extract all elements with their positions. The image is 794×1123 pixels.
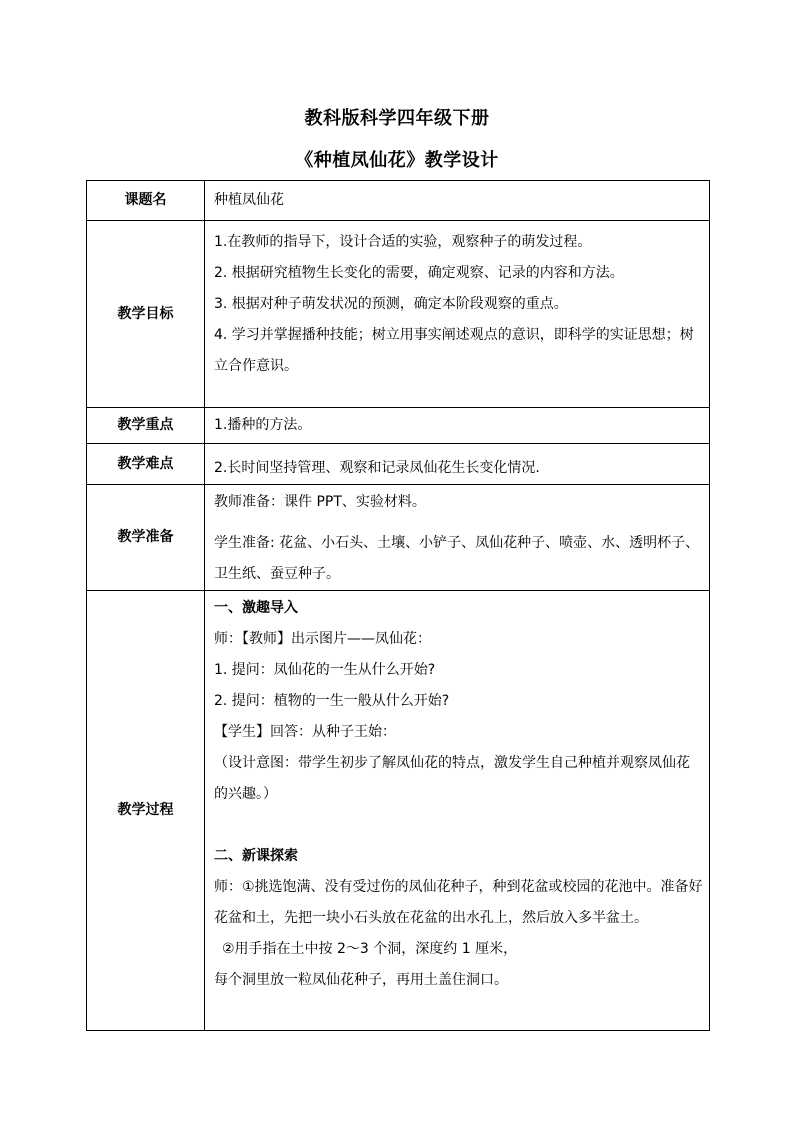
row-preparation	[87, 485, 710, 591]
value-preparation	[205, 485, 710, 591]
value-topic	[205, 181, 710, 221]
process-line: 师：【教师】出示图片——凤仙花：	[214, 631, 431, 647]
row-objectives	[87, 221, 710, 408]
topic-text: 种植凤仙花	[214, 192, 284, 208]
label-key-point: 教学重点	[87, 408, 205, 444]
value-difficulty	[205, 444, 710, 485]
student-preparation: 学生准备: 花盆、小石头、土壤、小铲子、凤仙花种子、喷壶、水、透明杯子、卫生纸、蚕豆种子。	[214, 535, 700, 582]
label-process: 教学过程	[87, 591, 205, 1031]
value-objectives	[205, 221, 710, 408]
row-difficulty	[87, 444, 710, 485]
objective-item-3: 3. 根据对种子萌发状况的预测，确定本阶段观察的重点。	[214, 296, 568, 312]
row-process	[87, 591, 710, 1031]
difficulty-text: 2.长时间坚持管理、观察和记录凤仙花生长变化情况.	[214, 460, 540, 476]
design-intent: （设计意图：带学生初步了解凤仙花的特点，激发学生自己种植并观察凤仙花的兴趣。）	[214, 755, 690, 802]
process-line: 【学生】回答：从种子王始：	[214, 724, 396, 740]
row-topic	[87, 181, 710, 221]
explore-step-2-cont: 每个洞里放一粒凤仙花种子，再用土盖住洞口。	[214, 972, 508, 988]
process-line: 1. 提问：凤仙花的一生从什么开始?	[214, 662, 436, 678]
key-point-text: 1.播种的方法。	[214, 417, 312, 433]
objective-item-2: 2. 根据研究植物生长变化的需要，确定观察、记录的内容和方法。	[214, 265, 624, 281]
blank-gap	[214, 810, 703, 841]
process-line: 2. 提问：植物的一生一般从什么开始?	[214, 693, 450, 709]
section-heading-intro: 一、激趣导入	[214, 600, 298, 616]
row-key-point	[87, 408, 710, 444]
section-heading-explore: 二、新课探索	[214, 848, 298, 864]
lesson-plan-table	[86, 180, 710, 1031]
objective-item-4: 4. 学习并掌握播种技能；树立用事实阐述观点的意识，即科学的实证思想；树立合作意识。	[214, 327, 694, 374]
explore-paragraph: 师：①挑选饱满、没有受过伤的凤仙花种子，种到花盆或校园的花池中。准备好花盆和土，先把一块小石头放在花盆的出水孔上，然后放入多半盆土。	[214, 879, 703, 926]
label-preparation: 教学准备	[87, 485, 205, 591]
document-subtitle: 《种植凤仙花》教学设计	[295, 150, 499, 171]
label-difficulty: 教学难点	[87, 444, 205, 485]
value-process	[205, 591, 710, 1031]
label-topic: 课题名	[87, 181, 205, 221]
explore-step-2: ②用手指在土中按 2～3 个洞，深度约 1 厘米，	[222, 941, 518, 957]
label-objectives: 教学目标	[87, 221, 205, 408]
objective-item-1: 1.在教师的指导下，设计合适的实验，观察种子的萌发过程。	[214, 234, 592, 250]
document-title: 教科版科学四年级下册	[304, 108, 490, 129]
value-key-point	[205, 408, 710, 444]
teacher-preparation: 教师准备：课件 PPT、实验材料。	[214, 494, 426, 510]
